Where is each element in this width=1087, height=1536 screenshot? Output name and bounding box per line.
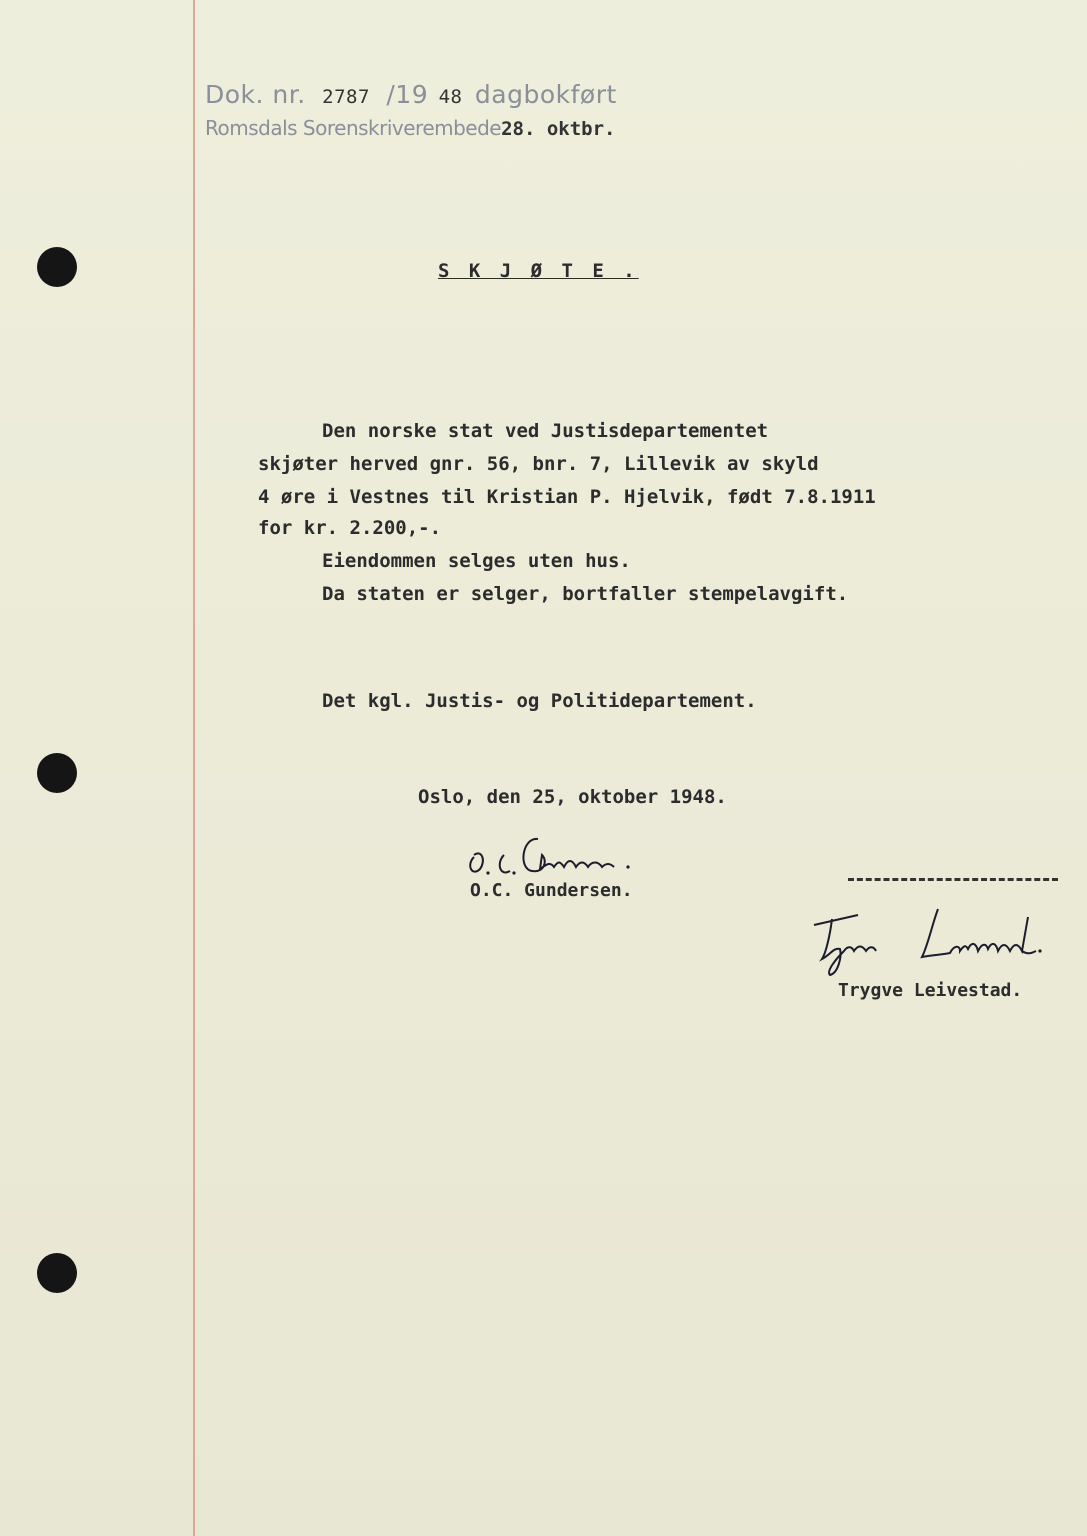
body-note: Da staten er selger, bortfaller stempelavgift.: [322, 583, 849, 605]
year-suffix: 48: [438, 86, 463, 108]
registry-stamp: [205, 80, 617, 109]
department-line: Det kgl. Justis- og Politidepartement.: [322, 690, 757, 712]
body-line: 4 øre i Vestnes til Kristian P. Hjelvik, født 7.8.1911: [258, 486, 876, 508]
stamp-date: 28. oktbr.: [501, 118, 616, 140]
typed-name-leivestad: Trygve Leivestad.: [838, 980, 1023, 1001]
year-prefix: /19: [386, 80, 429, 109]
body-line: Den norske stat ved Justisdepartementet: [322, 420, 769, 442]
stamp-office: Romsdals Sorenskriverembede: [205, 116, 502, 140]
signature-gundersen: [460, 825, 700, 885]
body-line: skjøter herved gnr. 56, bnr. 7, Lillevik av skyld: [258, 453, 819, 475]
punch-hole: [37, 247, 77, 287]
red-margin-line: [193, 0, 195, 1536]
document-title: S K J Ø T E .: [438, 260, 639, 282]
registry-office-line: [205, 116, 616, 140]
signature-leivestad: [800, 895, 1060, 985]
body-line: for kr. 2.200,-.: [258, 517, 442, 539]
doc-number: 2787: [322, 86, 370, 108]
typed-name-gundersen: O.C. Gundersen.: [470, 880, 633, 901]
body-note: Eiendommen selges uten hus.: [322, 550, 631, 572]
punch-hole: [37, 753, 77, 793]
punch-hole: [37, 1253, 77, 1293]
signature-dash-line: [848, 878, 1058, 881]
place-date: Oslo, den 25, oktober 1948.: [418, 786, 727, 808]
stamp-prefix: Dok. nr.: [205, 80, 306, 109]
stamp-status: dagbokført: [474, 80, 617, 109]
